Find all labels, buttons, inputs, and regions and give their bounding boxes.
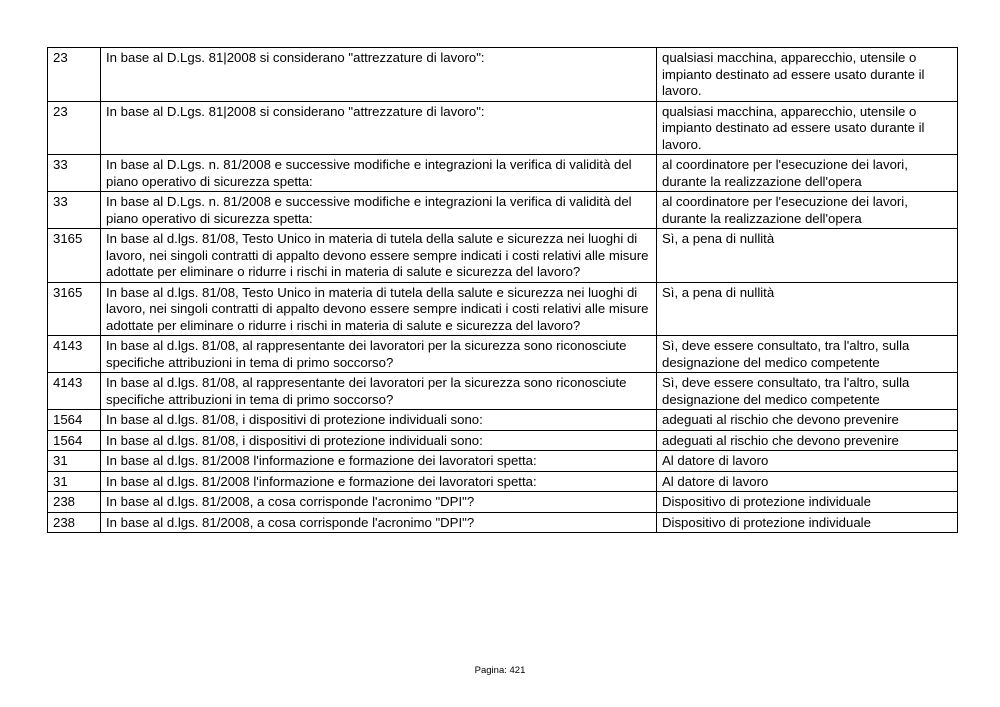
question-id: 4143: [48, 373, 101, 410]
question-text: In base al d.lgs. 81/2008, a cosa corrisponde l'acronimo "DPI"?: [101, 512, 657, 533]
question-id: 23: [48, 101, 101, 155]
answer-text: adeguati al rischio che devono prevenire: [657, 430, 958, 451]
table-row: [48, 492, 958, 513]
question-id: 31: [48, 471, 101, 492]
answer-text: Sì, a pena di nullità: [657, 229, 958, 283]
question-id: 33: [48, 155, 101, 192]
answer-text: qualsiasi macchina, apparecchio, utensile o impianto destinato ad essere usato durante il lavoro.: [657, 48, 958, 102]
answer-text: al coordinatore per l'esecuzione dei lavori, durante la realizzazione dell'opera: [657, 155, 958, 192]
table-row: [48, 282, 958, 336]
question-id: 33: [48, 192, 101, 229]
question-text: In base al d.lgs. 81/2008, a cosa corrisponde l'acronimo "DPI"?: [101, 492, 657, 513]
answer-text: adeguati al rischio che devono prevenire: [657, 410, 958, 431]
question-text: In base al d.lgs. 81/2008 l'informazione e formazione dei lavoratori spetta:: [101, 451, 657, 472]
answer-text: Sì, deve essere consultato, tra l'altro, sulla designazione del medico competente: [657, 373, 958, 410]
question-id: 1564: [48, 410, 101, 431]
question-id: 238: [48, 512, 101, 533]
answer-text: Dispositivo di protezione individuale: [657, 492, 958, 513]
table-row: [48, 451, 958, 472]
question-text: In base al D.Lgs. n. 81/2008 e successive modifiche e integrazioni la verifica di validità del piano operativo di sicurezza spetta:: [101, 155, 657, 192]
answer-text: Al datore di lavoro: [657, 471, 958, 492]
question-text: In base al d.lgs. 81/08, i dispositivi di protezione individuali sono:: [101, 430, 657, 451]
questions-table: [47, 47, 958, 533]
table-row: [48, 48, 958, 102]
question-text: In base al D.Lgs. 81|2008 si considerano "attrezzature di lavoro":: [101, 48, 657, 102]
table-row: [48, 410, 958, 431]
answer-text: Sì, a pena di nullità: [657, 282, 958, 336]
question-text: In base al d.lgs. 81/08, al rappresentante dei lavoratori per la sicurezza sono riconosciute specifiche attribuzioni in tema di primo soccorso?: [101, 373, 657, 410]
question-id: 3165: [48, 229, 101, 283]
question-text: In base al D.Lgs. 81|2008 si considerano "attrezzature di lavoro":: [101, 101, 657, 155]
question-text: In base al d.lgs. 81/2008 l'informazione e formazione dei lavoratori spetta:: [101, 471, 657, 492]
table-row: [48, 471, 958, 492]
table-row: [48, 336, 958, 373]
question-id: 23: [48, 48, 101, 102]
question-id: 31: [48, 451, 101, 472]
answer-text: qualsiasi macchina, apparecchio, utensile o impianto destinato ad essere usato durante il lavoro.: [657, 101, 958, 155]
table-row: [48, 101, 958, 155]
answer-text: Dispositivo di protezione individuale: [657, 512, 958, 533]
answer-text: al coordinatore per l'esecuzione dei lavori, durante la realizzazione dell'opera: [657, 192, 958, 229]
table-row: [48, 373, 958, 410]
page-number: Pagina: 421: [474, 665, 526, 676]
question-text: In base al d.lgs. 81/08, al rappresentante dei lavoratori per la sicurezza sono riconosciute specifiche attribuzioni in tema di primo soccorso?: [101, 336, 657, 373]
table-row: [48, 192, 958, 229]
table-row: [48, 512, 958, 533]
question-text: In base al d.lgs. 81/08, i dispositivi di protezione individuali sono:: [101, 410, 657, 431]
question-id: 3165: [48, 282, 101, 336]
question-text: In base al d.lgs. 81/08, Testo Unico in materia di tutela della salute e sicurezza nei luoghi di lavoro, nei singoli contratti di appalto devono essere sempre indicati i costi relativi alle misure adottate per eliminare o ridurre i rischi in materia di salute e sicurezza del lavoro?: [101, 282, 657, 336]
answer-text: Sì, deve essere consultato, tra l'altro, sulla designazione del medico competente: [657, 336, 958, 373]
table-row: [48, 155, 958, 192]
table-row: [48, 430, 958, 451]
questions-table-body: [48, 48, 958, 533]
question-text: In base al d.lgs. 81/08, Testo Unico in materia di tutela della salute e sicurezza nei luoghi di lavoro, nei singoli contratti di appalto devono essere sempre indicati i costi relativi alle misure adottate per eliminare o ridurre i rischi in materia di salute e sicurezza del lavoro?: [101, 229, 657, 283]
question-text: In base al D.Lgs. n. 81/2008 e successive modifiche e integrazioni la verifica di validità del piano operativo di sicurezza spetta:: [101, 192, 657, 229]
question-id: 4143: [48, 336, 101, 373]
answer-text: Al datore di lavoro: [657, 451, 958, 472]
question-id: 238: [48, 492, 101, 513]
table-row: [48, 229, 958, 283]
question-id: 1564: [48, 430, 101, 451]
